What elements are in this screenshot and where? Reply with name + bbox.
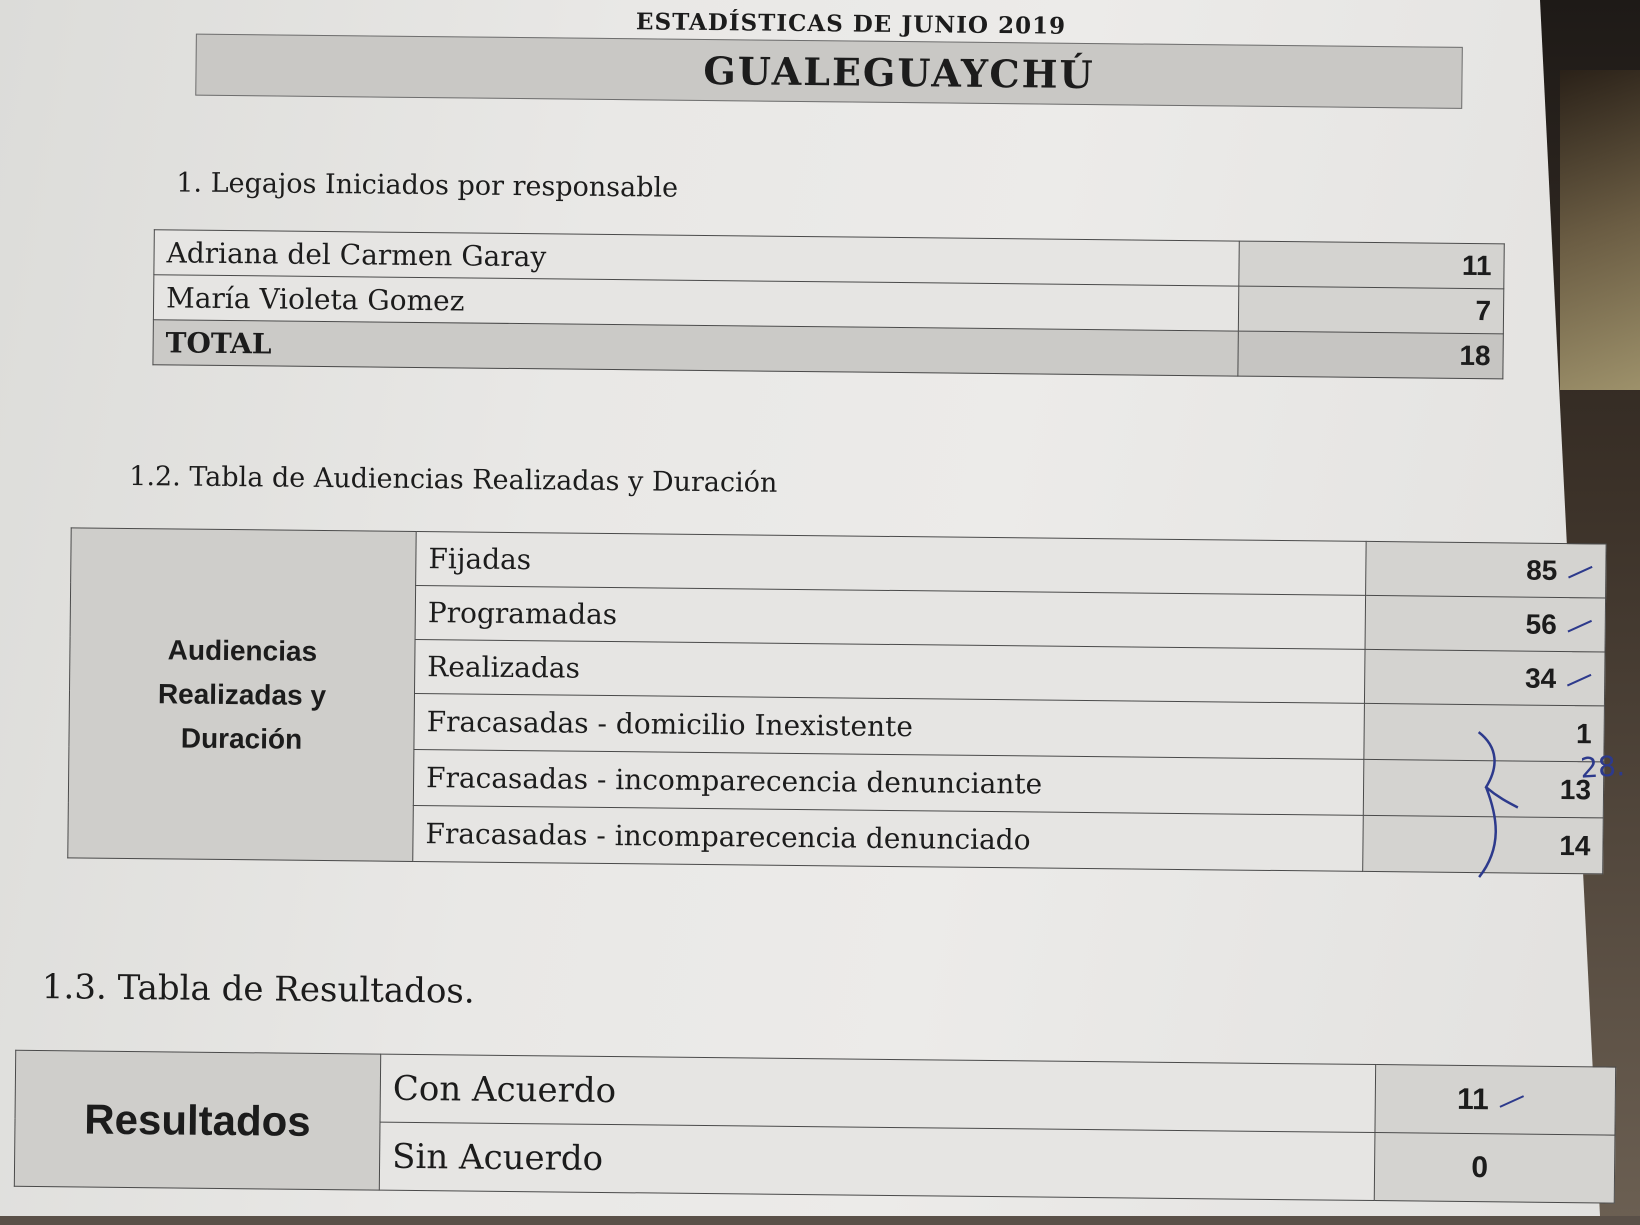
responsable-name: María Violeta Gomez <box>153 275 1238 331</box>
audiencias-table <box>67 527 1606 874</box>
checkmark-icon <box>1568 620 1593 633</box>
checkmark-icon <box>1567 674 1592 687</box>
audiencia-type: Fijadas <box>416 531 1367 595</box>
section2-heading: 1.2. Tabla de Audiencias Realizadas y Duración <box>129 460 778 499</box>
responsable-count: 11 <box>1239 241 1504 289</box>
audiencia-count: 13 <box>1363 759 1604 818</box>
resultado-count: 0 <box>1374 1133 1615 1204</box>
audiencia-type: Programadas <box>415 585 1366 649</box>
resultado-type: Con Acuerdo <box>380 1054 1376 1132</box>
audiencia-type: Realizadas <box>415 639 1366 703</box>
checkmark-icon <box>1568 566 1593 579</box>
section1-heading: 1. Legajos Iniciados por responsable <box>176 167 679 204</box>
audiencia-type: Fracasadas - incomparecencia denunciado <box>413 805 1364 871</box>
brace-icon <box>1467 727 1529 888</box>
row-header-line: Duración <box>180 722 303 755</box>
total-value: 18 <box>1238 331 1503 379</box>
table-row <box>71 528 1606 598</box>
responsable-name: Adriana del Carmen Garay <box>154 230 1239 286</box>
audiencia-count: 14 <box>1363 815 1604 874</box>
audiencia-count: 56 <box>1365 595 1606 652</box>
audiencias-row-header <box>68 528 416 862</box>
audiencia-count: 1 <box>1364 703 1605 762</box>
resultado-count: 11 <box>1375 1065 1616 1136</box>
checkmark-icon <box>1500 1095 1525 1108</box>
city-banner <box>195 34 1463 109</box>
row-header-line: Realizadas y <box>157 677 327 711</box>
total-label: TOTAL <box>153 320 1238 376</box>
resultados-table <box>14 1050 1616 1204</box>
row-header-line: Audiencias <box>167 633 318 667</box>
audiencia-count: 85 <box>1366 541 1607 598</box>
audiencia-type: Fracasadas - domicilio Inexistente <box>414 693 1365 759</box>
legajos-table <box>152 229 1504 379</box>
resultados-row-header: Resultados <box>14 1050 380 1190</box>
city-title: GUALEGUAYCHÚ <box>703 47 1095 97</box>
audiencia-count: 34 <box>1364 649 1605 706</box>
responsable-count: 7 <box>1238 286 1503 334</box>
resultado-type: Sin Acuerdo <box>379 1122 1375 1200</box>
audiencia-type: Fracasadas - incomparecencia denunciante <box>413 749 1364 815</box>
handwritten-sum: 28. <box>1579 749 1626 785</box>
section3-heading: 1.3. Tabla de Resultados. <box>41 967 475 1012</box>
stats-title: ESTADÍSTICAS DE JUNIO 2019 <box>635 8 1067 40</box>
table-row <box>15 1050 1616 1135</box>
